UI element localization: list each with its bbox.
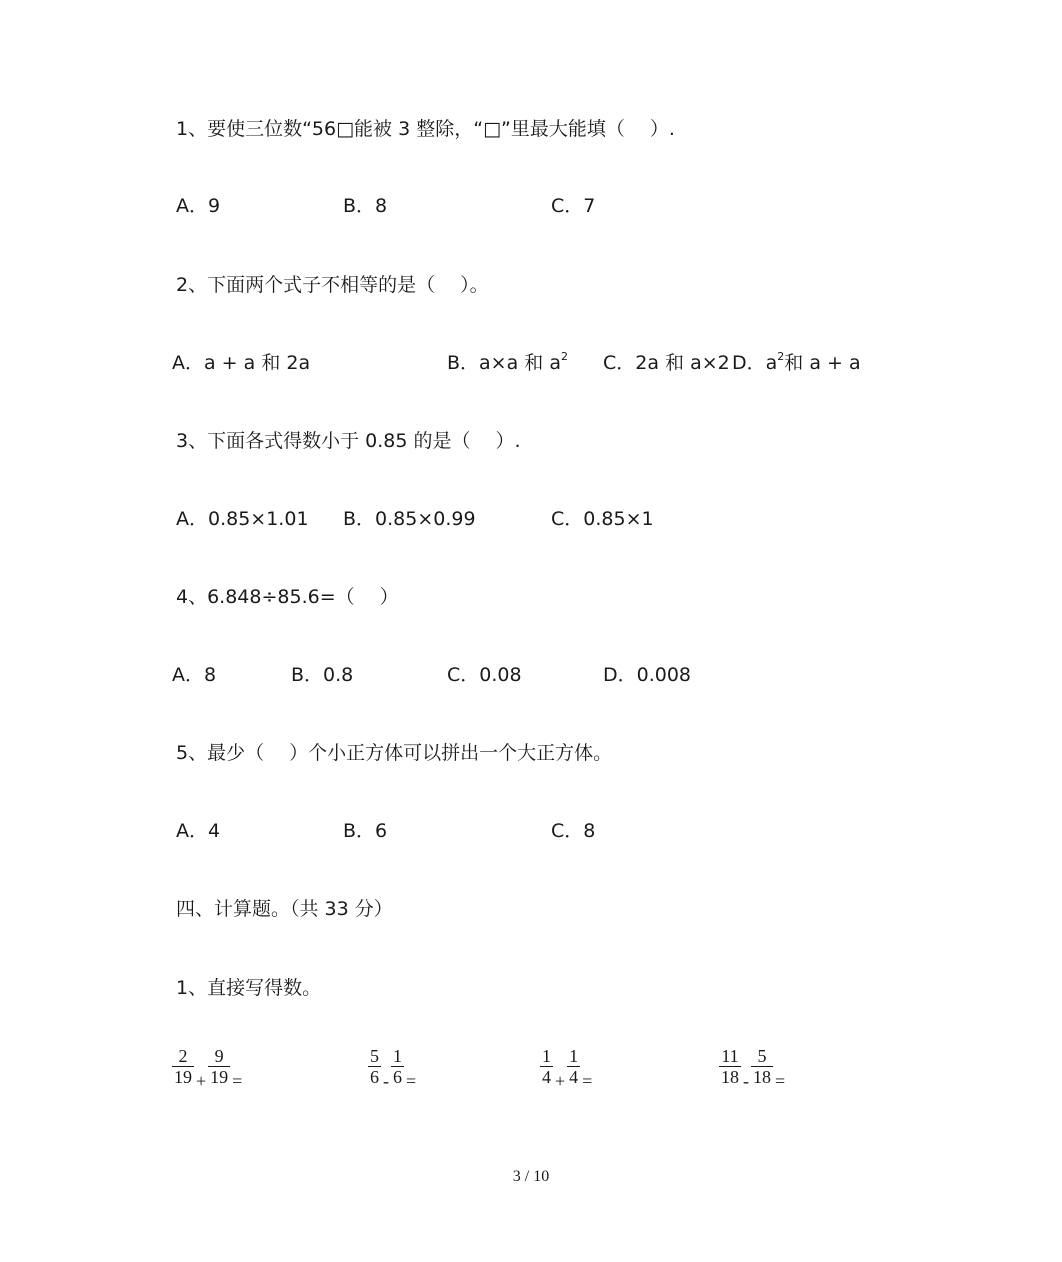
operator: + (196, 1071, 207, 1091)
operator: - (383, 1071, 389, 1091)
calc-item-4 (719, 1046, 787, 1091)
numerator: 1 (542, 1046, 551, 1066)
question-1-option-a: A．9 (176, 195, 221, 217)
calc-item-3 (540, 1046, 594, 1091)
equals-sign: = (775, 1071, 786, 1091)
fraction (540, 1046, 553, 1087)
fraction (368, 1046, 381, 1087)
question-3-option-a: A．0.85×1.01 (176, 508, 309, 530)
numerator: 5 (370, 1046, 379, 1066)
question-2-option-b (447, 351, 568, 375)
numerator: 9 (214, 1046, 224, 1066)
fraction (208, 1046, 230, 1087)
denominator: 6 (393, 1067, 402, 1087)
denominator: 18 (753, 1067, 771, 1087)
operator: - (743, 1071, 749, 1091)
question-4-option-c: C．0.08 (447, 664, 522, 686)
question-5-stem: 5、最少（ ）个小正方体可以拼出一个大正方体。 (176, 742, 613, 764)
question-1-option-c: C．7 (551, 195, 596, 217)
question-2-stem: 2、下面两个式子不相等的是（ ）。 (176, 274, 489, 296)
numerator: 1 (393, 1046, 402, 1066)
numerator: 5 (757, 1046, 767, 1066)
denominator: 4 (569, 1067, 579, 1087)
question-2-option-c: C．2a 和 a×2 (603, 352, 730, 374)
question-2-option-b-text: B．a×a 和 a (447, 352, 561, 374)
question-5-option-c: C．8 (551, 820, 596, 842)
numerator: 2 (178, 1046, 188, 1066)
fraction (567, 1046, 580, 1087)
question-2-option-d-exponent: 2 (777, 349, 785, 363)
question-1-option-b: B．8 (343, 195, 388, 217)
calc-item-2 (368, 1046, 418, 1091)
denominator: 19 (210, 1067, 229, 1087)
question-3-option-c: C．0.85×1 (551, 508, 654, 530)
question-2-option-d-post: 和 a + a (784, 352, 861, 374)
question-3-stem: 3、下面各式得数小于 0.85 的是（ ）. (176, 430, 521, 452)
question-5-option-a: A．4 (176, 820, 221, 842)
operator: + (555, 1071, 566, 1091)
numerator: 1 (569, 1046, 579, 1066)
section-4-title: 四、计算题。（共 33 分） (176, 898, 393, 920)
question-1-stem: 1、要使三位数“56□能被 3 整除，“□”里最大能填（ ）. (176, 118, 675, 140)
question-5-option-b: B．6 (343, 820, 388, 842)
denominator: 6 (370, 1067, 379, 1087)
denominator: 19 (174, 1067, 192, 1087)
fraction (172, 1046, 194, 1087)
question-2-option-b-exponent: 2 (560, 349, 568, 363)
numerator: 11 (721, 1046, 739, 1066)
question-3-option-b: B．0.85×0.99 (343, 508, 476, 530)
equals-sign: = (232, 1071, 243, 1091)
question-4-option-d: D．0.008 (603, 664, 692, 686)
fraction (719, 1046, 741, 1087)
calc-item-1 (172, 1046, 244, 1091)
question-4-option-b: B．0.8 (291, 664, 354, 686)
fraction (751, 1046, 773, 1087)
equals-sign: = (406, 1071, 417, 1091)
denominator: 4 (542, 1067, 551, 1087)
question-4-stem: 4、6.848÷85.6=（ ） (176, 586, 399, 608)
equals-sign: = (582, 1071, 593, 1091)
question-2-option-a: A．a + a 和 2a (172, 352, 311, 374)
page-number: 3 / 10 (512, 1168, 550, 1185)
denominator: 18 (721, 1067, 739, 1087)
section-4-sub-1: 1、直接写得数。 (176, 977, 322, 999)
question-2-option-d (732, 351, 861, 375)
question-2-option-d-pre: D．a (732, 352, 778, 374)
question-4-option-a: A．8 (172, 664, 217, 686)
fraction (391, 1046, 404, 1087)
